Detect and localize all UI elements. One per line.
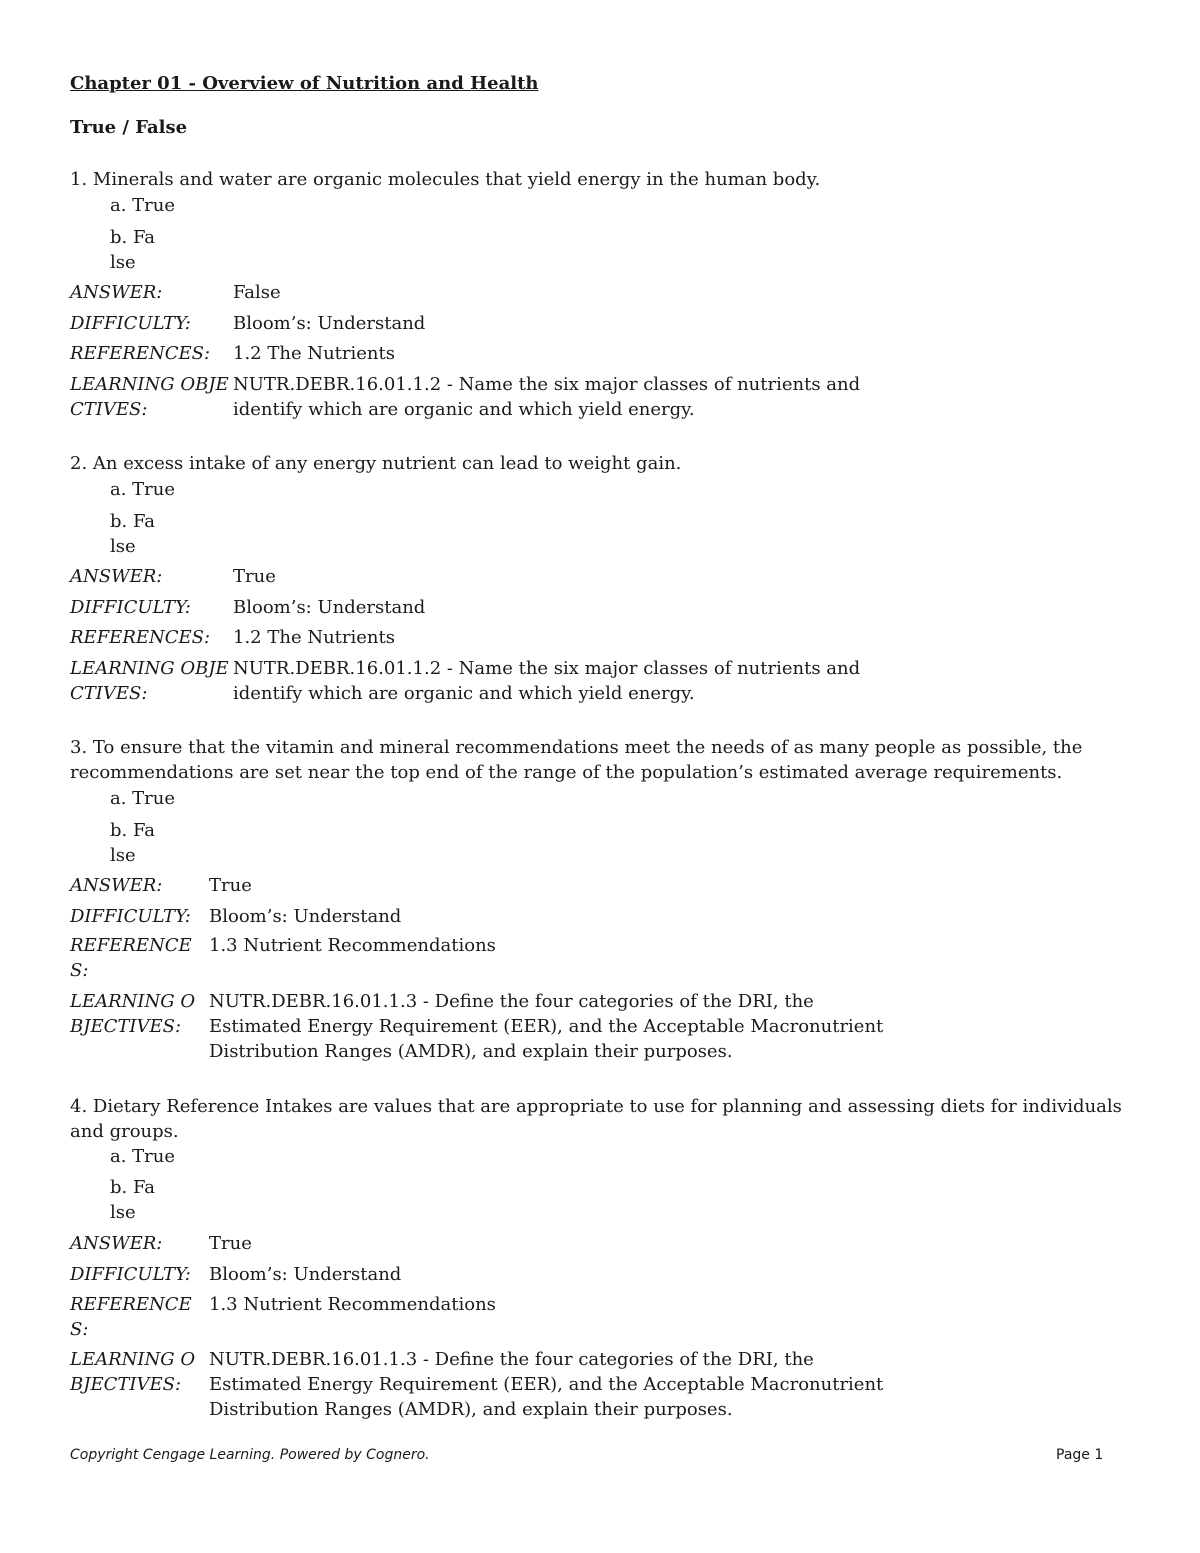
references-label: REFERENCES:: [70, 1294, 192, 1340]
question-stem: 4. Dietary Reference Intakes are values that are appropriate to use for planning and assessing diets for individuals and groups.: [70, 1096, 1122, 1142]
section-heading: True / False: [70, 117, 188, 138]
answer-value: True: [233, 566, 276, 587]
objectives-value: NUTR.DEBR.16.01.1.2 - Name the six major classes of nutrients and identify which are organic and which yield energy.: [233, 374, 861, 420]
difficulty-label: DIFFICULTY:: [70, 313, 191, 334]
references-value: 1.2 The Nutrients: [233, 627, 395, 648]
references-label: REFERENCES:: [70, 343, 211, 364]
question-stem: 2. An excess intake of any energy nutrient can lead to weight gain.: [70, 453, 682, 474]
answer-label: ANSWER:: [70, 282, 163, 303]
objectives-label: LEARNING OBJECTIVES:: [70, 658, 229, 704]
option-a: a. True: [110, 479, 176, 500]
references-value: 1.2 The Nutrients: [233, 343, 395, 364]
objectives-label: LEARNING OBJECTIVES:: [70, 374, 229, 420]
objectives-value: NUTR.DEBR.16.01.1.3 - Define the four categories of the DRI, the Estimated Energy Requirement (EER), and the Acceptable Macronutrient Distribution Ranges (AMDR), and explain their purposes.: [209, 1349, 884, 1420]
question-3: [70, 735, 1130, 1070]
answer-value: False: [233, 282, 281, 303]
references-label: REFERENCES:: [70, 627, 211, 648]
difficulty-value: Bloom’s: Understand: [209, 906, 402, 927]
option-a: a. True: [110, 788, 176, 809]
objectives-value: NUTR.DEBR.16.01.1.3 - Define the four categories of the DRI, the Estimated Energy Requirement (EER), and the Acceptable Macronutrient Distribution Ranges (AMDR), and explain their purposes.: [209, 991, 884, 1062]
option-a: a. True: [110, 195, 176, 216]
objectives-label: LEARNING OBJECTIVES:: [70, 991, 196, 1037]
difficulty-label: DIFFICULTY:: [70, 597, 191, 618]
chapter-title: Chapter 01 - Overview of Nutrition and Health: [70, 73, 539, 94]
answer-label: ANSWER:: [70, 566, 163, 587]
difficulty-label: DIFFICULTY:: [70, 1264, 191, 1285]
difficulty-value: Bloom’s: Understand: [233, 597, 426, 618]
page-number: Page 1: [1056, 1447, 1104, 1463]
answer-label: ANSWER:: [70, 1233, 163, 1254]
references-label: REFERENCES:: [70, 935, 192, 981]
question-stem: 3. To ensure that the vitamin and mineral recommendations meet the needs of as many people as possible, the recommendations are set near the top end of the range of the population’s estimated average requirements.: [70, 737, 1083, 783]
option-b: b. False: [110, 1177, 155, 1223]
question-2: [70, 451, 1130, 711]
option-b: b. False: [110, 820, 155, 866]
references-value: 1.3 Nutrient Recommendations: [209, 935, 496, 956]
option-a: a. True: [110, 1146, 176, 1167]
question-1: [70, 167, 1130, 427]
question-stem: 1. Minerals and water are organic molecules that yield energy in the human body.: [70, 169, 821, 190]
answer-value: True: [209, 1233, 252, 1254]
option-b: b. False: [110, 511, 155, 557]
copyright-footer: Copyright Cengage Learning. Powered by Cognero.: [70, 1447, 430, 1463]
option-b: b. False: [110, 227, 155, 273]
answer-value: True: [209, 875, 252, 896]
difficulty-value: Bloom’s: Understand: [233, 313, 426, 334]
objectives-value: NUTR.DEBR.16.01.1.2 - Name the six major classes of nutrients and identify which are organic and which yield energy.: [233, 658, 861, 704]
objectives-label: LEARNING OBJECTIVES:: [70, 1349, 196, 1395]
difficulty-value: Bloom’s: Understand: [209, 1264, 402, 1285]
question-4: [70, 1094, 1130, 1429]
references-value: 1.3 Nutrient Recommendations: [209, 1294, 496, 1315]
difficulty-label: DIFFICULTY:: [70, 906, 191, 927]
answer-label: ANSWER:: [70, 875, 163, 896]
